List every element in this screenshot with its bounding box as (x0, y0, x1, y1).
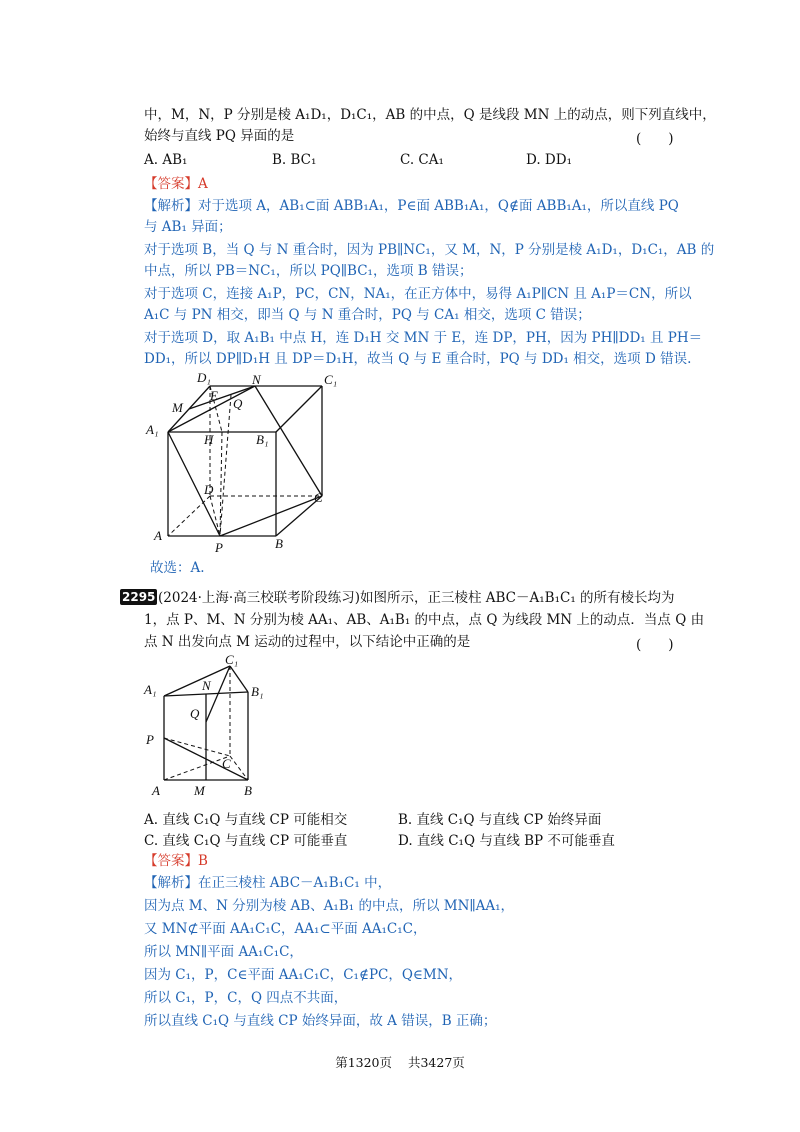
q1-explain-line: 对于选项 B，当 Q 与 N 重合时，因为 PB∥NC₁，又 M，N，P 分别是棱 A₁D₁，D₁C₁，AB 的 (144, 242, 715, 258)
q1-explain-line: 对于选项 D，取 A₁B₁ 中点 H，连 D₁H 交 MN 于 E，连 DP，PH，因为 PH∥DD₁ 且 PH＝ (144, 330, 703, 346)
cube-label: C₁ (324, 372, 338, 387)
cube-label: N (252, 372, 261, 387)
q1-answer-bracket: ( ) (636, 131, 674, 147)
cube-label: C (314, 490, 323, 505)
cube-label: P (215, 540, 223, 555)
cube-label: H (204, 432, 214, 447)
q2-option-c: C. 直线 C₁Q 与直线 CP 可能垂直 (144, 833, 348, 849)
q1-conclusion: 故选：A. (150, 560, 205, 576)
cube-label: A (154, 528, 162, 543)
q2-explain-line: 【解析】在正三棱柱 ABC－A₁B₁C₁ 中， (144, 875, 392, 891)
q1-answer-value: A (198, 176, 208, 192)
q2-answer (144, 852, 208, 870)
cube-label: B (275, 536, 283, 551)
q2-option-d: D. 直线 C₁Q 与直线 BP 不可能垂直 (398, 833, 615, 849)
q2-stem-line1: (2024·上海·高三校联考阶段练习)如图所示，正三棱柱 ABC－A₁B₁C₁ 的所有棱长均为 (158, 590, 675, 606)
prism-label: C₁ (225, 652, 239, 667)
cube-label: D₁ (197, 370, 211, 385)
prism-label: M (194, 783, 205, 798)
q2-stem-line3: 点 N 出发向点 M 运动的过程中，以下结论中正确的是 (144, 634, 471, 650)
prism-label: B (244, 783, 252, 798)
q2-answer-label: 【答案】 (144, 853, 198, 869)
q2-answer-value: B (198, 853, 208, 869)
prism-label: N (202, 678, 211, 693)
q1-answer (144, 175, 208, 193)
prism-label: B₁ (251, 684, 264, 699)
q2-explain-line: 因为点 M、N 分别为棱 AB、A₁B₁ 的中点，所以 MN∥AA₁， (144, 898, 515, 914)
q2-explain-line: 所以 C₁，P，C，Q 四点不共面， (144, 990, 348, 1006)
q1-explain-line: 与 AB₁ 异面； (144, 219, 232, 235)
q1-stem-line2: 始终与直线 PQ 异面的是 (144, 128, 295, 144)
q2-option-a: A. 直线 C₁Q 与直线 CP 可能相交 (144, 812, 348, 828)
q1-option-c: C. CA₁ (400, 152, 444, 168)
question-number-badge: 2295 (122, 590, 156, 604)
q2-answer-bracket: ( ) (636, 637, 674, 653)
prism-label: Q (190, 706, 200, 721)
page-number: 第1320页 (335, 1055, 392, 1070)
q2-explain-line: 又 MN⊄平面 AA₁C₁C，AA₁⊂平面 AA₁C₁C， (144, 921, 427, 937)
cube-label: D (204, 482, 214, 497)
q2-explain-line: 所以 MN∥平面 AA₁C₁C， (144, 944, 303, 960)
q1-stem-line1: 中，M，N，P 分别是棱 A₁D₁，D₁C₁，AB 的中点，Q 是线段 MN 上的动点，则下列直线中， (144, 107, 716, 123)
q1-option-a: A. AB₁ (144, 152, 188, 168)
prism-label: C (222, 756, 231, 771)
q2-stem-line2: 1，点 P、M、N 分别为棱 AA₁、AB、A₁B₁ 的中点，点 Q 为线段 MN 上的动点．当点 Q 由 (144, 612, 705, 628)
prism-label: P (146, 732, 154, 747)
prism-label: A (152, 783, 160, 798)
cube-label: M (172, 400, 183, 415)
cube-label: A₁ (146, 422, 159, 437)
prism-label: A₁ (144, 682, 157, 697)
q2-option-b: B. 直线 C₁Q 与直线 CP 始终异面 (398, 812, 602, 828)
q1-option-d: D. DD₁ (526, 152, 572, 168)
q1-explain-line: A₁C 与 PN 相交，即当 Q 与 N 重合时，PQ 与 CA₁ 相交，选项 C 错误； (144, 307, 591, 323)
total-pages: 共3427页 (407, 1055, 465, 1070)
q1-option-b: B. BC₁ (272, 152, 317, 168)
cube-figure (140, 368, 340, 558)
q2-explain-line: 因为 C₁，P，C∈平面 AA₁C₁C，C₁∉PC，Q∈MN， (144, 967, 463, 983)
q1-answer-label: 【答案】 (144, 176, 198, 192)
page-footer (0, 1053, 800, 1071)
q1-explain-line: 对于选项 C，连接 A₁P，PC，CN，NA₁，在正方体中，易得 A₁P∥CN 且 A₁P＝CN，所以 (144, 286, 692, 302)
cube-label: B₁ (256, 432, 269, 447)
q1-explain-line: DD₁，所以 DP∥D₁H 且 DP＝D₁H，故当 Q 与 E 重合时，PQ 与 DD₁ 相交，选项 D 错误. (144, 351, 692, 367)
q1-explain-line: 中点，所以 PB＝NC₁，所以 PQ∥BC₁，选项 B 错误； (144, 263, 473, 279)
q2-explain-line: 所以直线 C₁Q 与直线 CP 始终异面，故 A 错误，B 正确； (144, 1013, 497, 1029)
q1-explain-line: 【解析】对于选项 A，AB₁⊂面 ABB₁A₁，P∈面 ABB₁A₁，Q∉面 ABB₁A₁，所以直线 PQ (144, 198, 679, 214)
cube-label: Q (233, 396, 243, 411)
cube-label: E (210, 388, 218, 403)
prism-figure (140, 652, 280, 802)
